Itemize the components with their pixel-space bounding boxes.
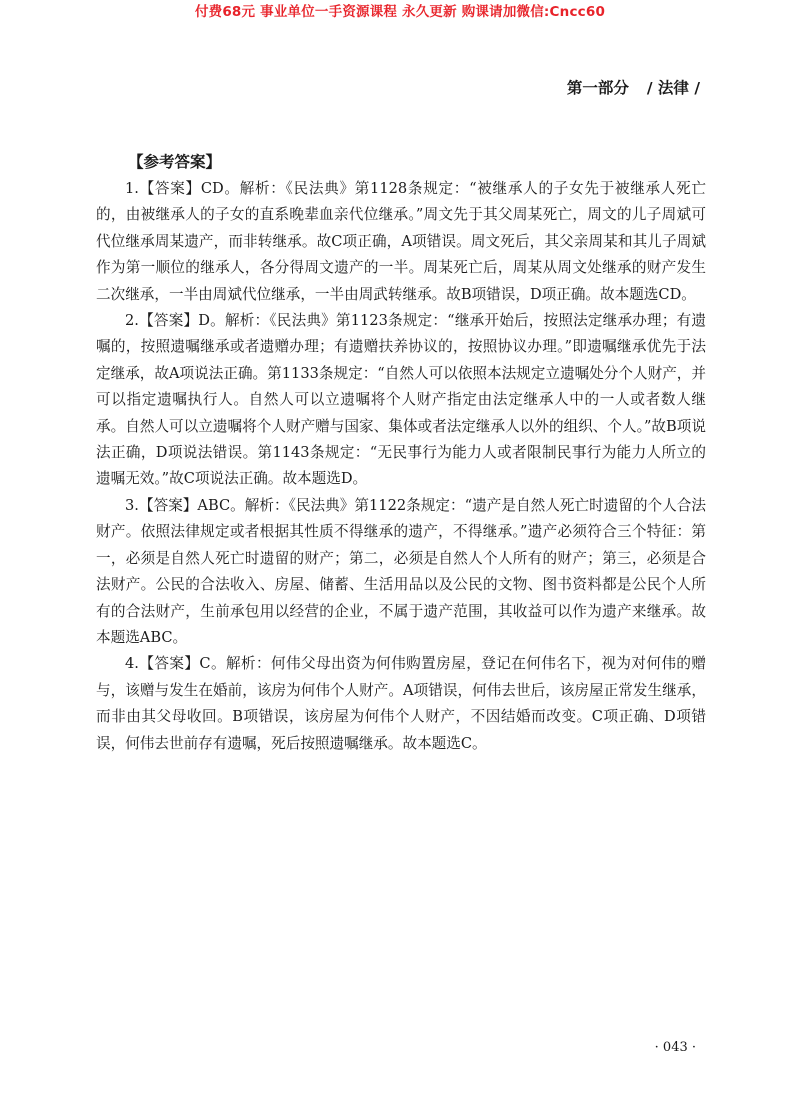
answer-number: 3. (125, 496, 139, 514)
section-part: 第一部分 (566, 79, 629, 97)
answer-number: 1. (125, 180, 139, 197)
answer-number: 4. (125, 655, 139, 673)
promo-banner: 付费68元 事业单位一手资源课程 永久更新 购课请加微信:Cncc60 (194, 4, 606, 20)
reference-answers-heading: 【参考答案】 (128, 153, 222, 171)
page-number: · 043 · (654, 1040, 696, 1055)
answer-1 (96, 176, 706, 308)
answer-4 (96, 651, 706, 757)
answer-text: 【答案】C。解析：何伟父母出资为何伟购置房屋，登记在何伟名下，视为对何伟的赠与，该赠与发生在婚前，该房为何伟个人财产。A项错误，何伟去世后，该房屋正常发生继承，而非由其父母收回。B项错误，该房屋为何伟个人财产，不因结婚而改变。C项正确、D项错误，何伟去世前存有遗嘱，死后按照遗嘱继承。故本题选C。 (96, 655, 706, 752)
answer-text: 【答案】CD。解析：《民法典》第1128条规定：“被继承人的子女先于被继承人死亡的，由被继承人的子女的直系晚辈血亲代位继承。”周文先于其父周某死亡，周文的儿子周斌可代位继承周某遗产，而非转继承。故C项正确，A项错误。周文死后，其父亲周某和其儿子周斌作为第一顺位的继承人，各分得周文遗产的一半。周某死亡后，周某从周文处继承的财产发生二次继承，一半由周斌代位继承，一半由周武转继承。故B项错误，D项正确。故本题选CD。 (96, 180, 706, 303)
answer-2 (96, 308, 706, 493)
answers-list (96, 176, 706, 757)
answer-text: 【答案】ABC。解析：《民法典》第1122条规定：“遗产是自然人死亡时遗留的个人合法财产。依照法律规定或者根据其性质不得继承的遗产，不得继承。”遗产必须符合三个特征：第一，必须是自然人死亡时遗留的财产；第二，必须是自然人个人所有的财产；第三，必须是合法财产。公民的合法收入、房屋、储蓄、生活用品以及公民的文物、图书资料都是公民个人所有的合法财产，生前承包用以经营的企业，不属于遗产范围，其收益可以作为遗产来继承。故本题选ABC。 (96, 496, 706, 646)
section-subject: / 法律 / (646, 79, 700, 97)
answer-3 (96, 493, 706, 651)
section-header (567, 76, 700, 98)
answer-number: 2. (125, 312, 139, 330)
answer-text: 【答案】D。解析：《民法典》第1123条规定：“继承开始后，按照法定继承办理；有遗嘱的，按照遗嘱继承或者遗赠办理；有遗赠扶养协议的，按照协议办理。”即遗嘱继承优先于法定继承，故A项说法正确。第1133条规定：“自然人可以依照本法规定立遗嘱处分个人财产，并可以指定遗嘱执行人。自然人可以立遗嘱将个人财产指定由法定继承人中的一人或者数人继承。自然人可以立遗嘱将个人财产赠与国家、集体或者法定继承人以外的组织、个人。”故B项说法正确，D项说法错误。第1143条规定：“无民事行为能力人或者限制民事行为能力人所立的遗嘱无效。”故C项说法正确。故本题选D。 (96, 312, 706, 488)
